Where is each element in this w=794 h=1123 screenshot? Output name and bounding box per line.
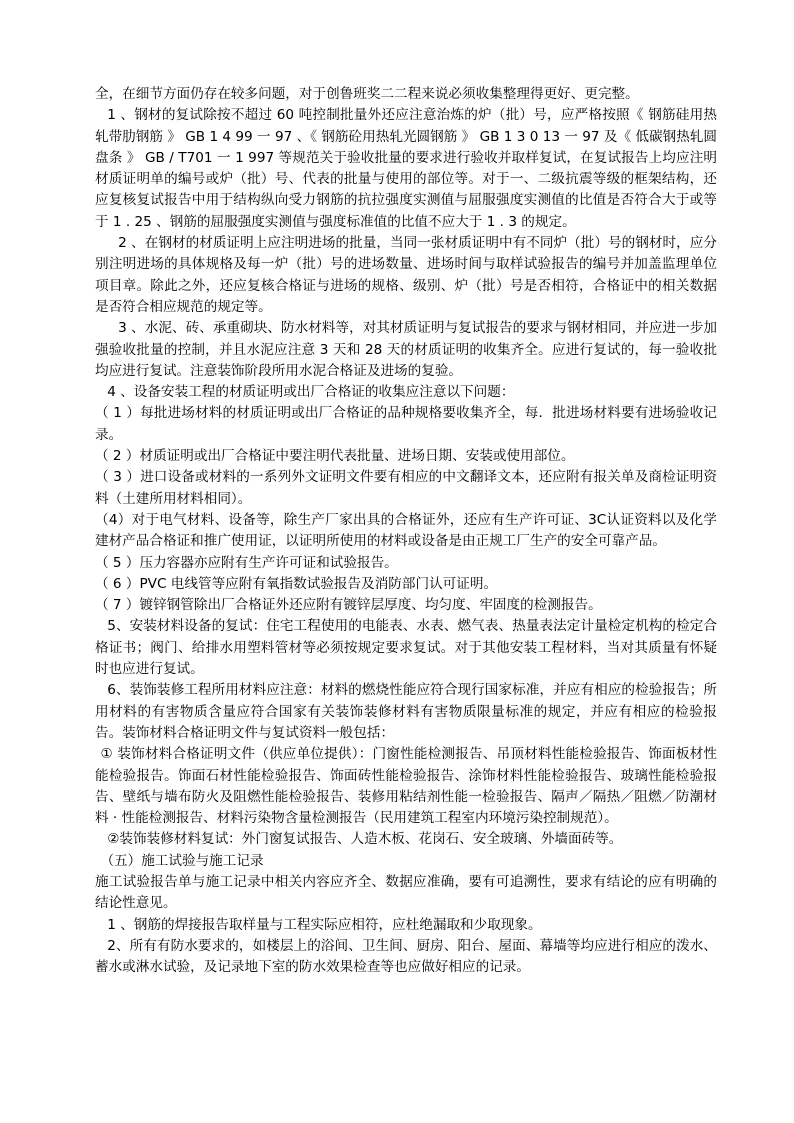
paragraph-waterproof-test: 2、所有有防水要求的，如楼层上的浴间、卫生间、厨房、阳台、屋面、幕墙等均应进行相应的泼水、蓄水或淋水试验，及记录地下室的防水效果检查等也应做好相应的记录。 bbox=[95, 937, 717, 976]
paragraph-decoration-certificates: ① 装饰材料合格证明文件（供应单位提供）：门窗性能检测报告、吊顶材料性能检验报告、饰面板材性能检验报告。饰面石材性能检验报告、饰面砖性能检验报告、涂饰材料性能检验报告、玻璃性能检验报告、壁纸与墙布防火及阻燃性能检验报告、装修用粘结剂性能一检验报告、隔声／隔热／阻燃／防潮材料 · 性能检测报告、材料污染物含量检测报告（民用建筑工程室内环境污染控制规范）。 bbox=[95, 746, 717, 827]
paragraph-construction-test-intro: 施工试验报告单与施工记录中相关内容应齐全、数据应准确，要有可追溯性，要求有结论的应有明确的结论性意见。 bbox=[95, 873, 717, 912]
paragraph-welding-report: 1 、钢筋的焊接报告取样量与工程实际应相符，应杜绝漏取和少取现象。 bbox=[107, 916, 542, 933]
paragraph-item-5-install-retest: 5、安装材料设备的复试：住宅工程使用的电能表、水表、燃气表、热量表法定计量检定机构的检定合格证书；阀门、给排水用塑料管材等必须按规定要求复试。对于其他安装工程材料，当对其质量有怀疑时也应进行复试。 bbox=[95, 618, 717, 678]
document-page bbox=[95, 84, 717, 978]
section-heading-construction-test: （五）施工试验与施工记录 bbox=[100, 852, 264, 869]
paragraph-subitem-5: （ 5 ）压力容器亦应附有生产许可证和试验报告。 bbox=[95, 554, 398, 571]
paragraph-subitem-4: （4）对于电气材料、设备等，除生产厂家出具的合格证外，还应有生产许可证、3C认证资料以及化学建材产品合格证和推广使用证，以证明所使用的材料或设备是由正规工厂生产的安全可靠产品。 bbox=[95, 511, 717, 550]
paragraph-item-4-equipment-heading: 4 、设备安装工程的材质证明或出厂合格证的收集应注意以下问题： bbox=[107, 384, 515, 401]
paragraph-item-3-cement-brick: 3 、水泥、砖、承重砌块、防水材料等，对其材质证明与复试报告的要求与钢材相同，并应进一步加强验收批量的控制，并且水泥应注意 3 天和 28 天的材质证明的收集齐全。应进行复试的，每一验收批均应进行复试。注意装饰阶段所用水泥合格证及进场的复验。 bbox=[95, 320, 717, 379]
paragraph-continuation: 全，在细节方面仍存在较多问题，对于创鲁班奖二二程来说必须收集整理得更好、更完整。 bbox=[95, 86, 639, 102]
paragraph-subitem-6: （ 6 ）PVC 电线管等应附有氧指数试验报告及消防部门认可证明。 bbox=[95, 575, 498, 592]
paragraph-subitem-7: （ 7 ）镀锌钢管除出厂合格证外还应附有镀锌层厚度、均匀度、牢固度的检测报告。 bbox=[95, 597, 602, 614]
paragraph-subitem-1: （ 1 ）每批进场材料的材质证明或出厂合格证的品种规格要收集齐全，每．批进场材料要有进场验收记录。 bbox=[95, 405, 717, 443]
paragraph-item-2-steel-certificate: 2 、在钢材的材质证明上应注明进场的批量，当同一张材质证明中有不同炉（批）号的钢材时，应分别注明进场的具体规格及每一炉（批）号的进场数量、进场时间与取样试验报告的编号并加盖监理单位项目章。除此之外，还应复核合格证与进场的规格、级别、炉（批）号是否相符，合格证中的相关数据是否符合相应规范的规定等。 bbox=[95, 235, 717, 315]
paragraph-item-1-steel-retest: 1 、钢材的复试除按不超过 60 吨控制批量外还应注意治炼的炉（批）号，应严格按照《 钢筋硅用热轧带肋钢筋 》 GB 1 4 99 一 97 、《 钢筋砼用热轧光圆钢筋 》 GB 1 3 0 13 一 97 及《 低碳钢热轧圆盘条 》 GB / T701 一 1 997 等规范关于验收批量的要求进行验收并取样复试，在复试报告上均应注明材质证明单的编号或炉（批）号、代表的批量与使用的部位等。对于一、二级抗震等级的框架结构，还应复核复试报告中用于结构纵向受力钢筋的抗拉强度实测值与屈服强度实测值的比值是否符合大于或等于 1 . 25 、钢筋的屈服强度实测值与强度标准值的比值不应大于 1 . 3 的规定。 bbox=[95, 107, 717, 230]
paragraph-item-6-decoration: 6、装饰装修工程所用材料应注意：材料的燃烧性能应符合现行国家标准，并应有相应的检验报告；所用材料的有害物质含量应符合国家有关装饰装修材料有害物质限量标准的规定，并应有相应的检验报告。装饰材料合格证明文件与复试资料一般包括： bbox=[95, 682, 717, 741]
paragraph-subitem-3: （ 3 ）进口设备或材料的一系列外文证明文件要有相应的中文翻译文本，还应附有报关单及商检证明资料（土建所用材料相同）。 bbox=[95, 469, 717, 507]
paragraph-subitem-2: （ 2 ）材质证明或出厂合格证中要注明代表批量、进场日期、安装或使用部位。 bbox=[95, 448, 575, 465]
paragraph-decoration-retest: ②装饰装修材料复试：外门窗复试报告、人造木板、花岗石、安全玻璃、外墙面砖等。 bbox=[107, 831, 623, 848]
